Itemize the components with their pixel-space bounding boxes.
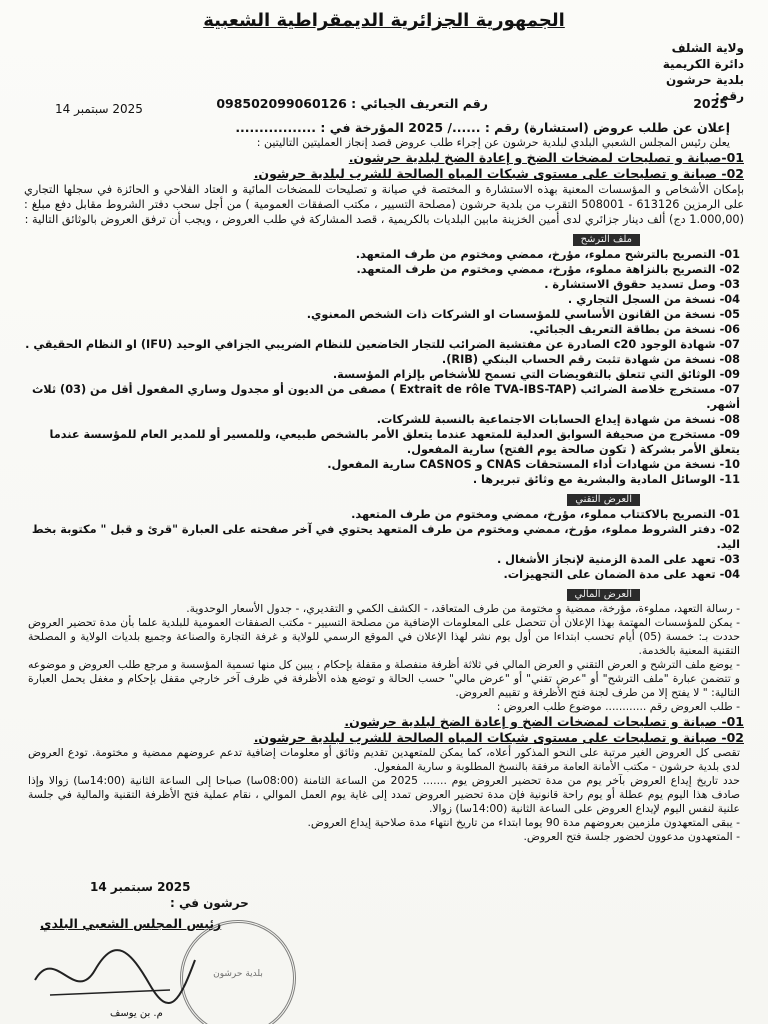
signature-place: حرشون في : xyxy=(170,896,249,910)
closing-block xyxy=(18,746,750,844)
operation-1: 01-صيانة و تصليحات لمضخات الضخ و إعادة الضخ لبلدية حرشون. xyxy=(348,150,744,165)
list-item: 04- تعهد على مدة الضمان على التجهيزات. xyxy=(503,568,740,581)
financial-item: - رسالة التعهد، مملوءة، مؤرخة، ممضية و مختومة من طرف المتعاقد، - الكشف الكمي و التقديري، - جدول الأسعار الوحدوية. xyxy=(186,602,740,615)
announcement-title: إعلان عن طلب عروض (استشارة) رقم : ....../ 2025 المؤرخة في : ................. xyxy=(235,120,730,135)
list-item: 07- مستخرج خلاصة الضرائب (Extrait de rôle TVA-IBS-TAP ) مصفى من الديون أو مجدول وساري المفعول أقل من (03) ثلاث أشهر. xyxy=(31,383,740,411)
list-item: 08- نسخة من شهادة تثبت رقم الحساب البنكي (RIB). xyxy=(441,353,740,366)
list-item: 07- شهادة الوجود c20 الصادرة عن مفتشية الضرائب للتجار الخاضعين للنظام الضريبي الجزافي الوحيد (IFU) او النظام الحقيقي . xyxy=(25,338,740,351)
tax-id-label: رقم التعريف الجبائي : xyxy=(351,96,488,111)
note: - يوضع ملف الترشح و العرض التقني و العرض المالي في ثلاثة أظرفة منفصلة و مقفلة بإحكام ، يبين كل منها تسمية المؤسسة و مرجع طلب العروض و موضوعه و تتضمن عبارة "ملف الترشح" أو "عرض تقني" أو "عرض مالي" حسب الحالة و توضع هذه الأظرفة في ظرف آخر خارجي مقفل بإحكام و مغفل يحمل العبارة التالية: " لا يفتح إلا من طرف لجنة فتح الأظرفة و تقييم العروض. xyxy=(28,658,740,699)
handwritten-signature xyxy=(30,940,200,1010)
closing-note: حدد تاريخ إيداع العروض بآخر يوم من مدة تحضير العروض يوم ....... 2025 من الساعة الثامنة (08:00سا) صباحا إلى الساعة الثانية (14:00سا) زوالا وإذا صادف هذا اليوم يوم عطلة أو يوم راحة قانونية فإن مدة تحضير العروض تمدد إلى غاية يوم العمل الموالي ، نقام عملية فتح الأظرفة التقنية والمالية في جلسة علنية لنفس اليوم لإيداع العروض على الساعة الثانية (14:00سا) زوالا. xyxy=(28,774,740,815)
administration-block xyxy=(663,40,744,104)
republic-title: الجمهورية الجزائرية الديمقراطية الشعبية xyxy=(203,10,565,31)
list-item: 09- مستخرج من صحيفة السوابق العدلية للمتعهد عندما يتعلق الأمر بالشخص طبيعي، وللمسير أو للمدير العام للمؤسسة عندما يتعلق الأمر بشركة ( تكون صالحة يوم الفتح) سارية المفعول. xyxy=(49,428,740,456)
closing-note: - المتعهدون مدعوون لحضور جلسة فتح العروض. xyxy=(523,830,740,843)
section-application: ملف الترشح xyxy=(573,234,640,246)
application-list xyxy=(18,247,750,487)
list-item: 10- نسخة من شهادات أداء المستحقات CNAS و CASNOS سارية المفعول. xyxy=(327,458,740,471)
list-item: 02- دفتر الشروط مملوء، مؤرخ، ممضي ومختوم من طرف المتعهد يحتوي في آخر صفحته على العبارة "قرئ و قبل " مكتوبة بخط اليد. xyxy=(31,523,740,551)
technical-list xyxy=(18,507,750,582)
list-item: 06- نسخة من بطاقة التعريف الجبائي. xyxy=(529,323,740,336)
signatory-name: م. بن يوسف xyxy=(110,1008,163,1019)
reference-row xyxy=(0,96,768,116)
list-item: 03- تعهد على المدة الزمنية لإنجاز الأشغال . xyxy=(496,553,740,566)
list-item: 02- التصريح بالنزاهة مملوء، مؤرخ، ممضي ومختوم من طرف المتعهد. xyxy=(356,263,740,276)
list-item: 05- نسخة من القانون الأساسي للمؤسسات او الشركات ذات الشخص المعنوي. xyxy=(306,308,740,321)
list-item: 01- التصريح بالترشح مملوء، مؤرخ، ممضي ومختوم من طرف المتعهد. xyxy=(355,248,740,261)
reference-number: 2025 xyxy=(693,96,728,111)
eligibility-paragraph: بإمكان الأشخاص و المؤسسات المعنية بهذه الاستشارة و المختصة في صيانة و تصليحات للمضخات المائية و العتاد الفلاحي و الحائزة في سجلها التجاري على الرمزين 613126 - 508001 التقرب من بلدية حرشون (مصلحة التسيير ، مكتب الصفقات العمومية ) من أجل سحب دفتر الشروط مقابل دفع مبلغ : (1.000,00 دج) ألف دينار جزائري لدى أمين الخزينة مابين البلديات بالكريمية ، قصد المشاركة في طلب العروض ، ويجب أن ترفق العروض بالوثائق التالية : xyxy=(24,183,745,226)
signatory-title: رئيس المجلس الشعبي البلدي xyxy=(40,916,222,931)
list-item: 11- الوسائل المادية والبشرية مع وثائق تبريرها . xyxy=(472,473,740,486)
list-item: 01- التصريح بالاكتتاب مملوء، مؤرخ، ممضي ومختوم من طرف المتعهد. xyxy=(351,508,740,521)
wilaya-line: ولاية الشلف xyxy=(671,41,744,55)
note: - يمكن للمؤسسات المهتمة بهذا الإعلان أن تتحصل على المعلومات الإضافية من مصلحة التسيير - مكتب الصفقات العمومية للبلدية علما بأن مدة تحضير العروض حددت بـ: خمسة (05) أيام تحسب ابتداءا من أول يوم نشر لهذا الإعلان في الموقع الرسمي للولاية و غرفة التجارة والصناعة وجميع بلديات الولاية و المصلحة التقنية المعنية بالخدمة. xyxy=(28,616,740,657)
section-technical: العرض التقني xyxy=(567,494,640,506)
closing-note: تقصى كل العروض الغير مرتبة على النحو المذكور أعلاه، كما يمكن للمتعهدين تقديم وثائق أو معلومات إضافية تدعم عروضهم ممضية و مختومة. تودع العروض لدى بلدية حرشون - مكتب الأمانة العامة مرفقة بالنسخ المطلوبة و سارية المفعول. xyxy=(28,746,740,773)
date-stamp: 2025 سبتمبر 14 xyxy=(55,102,143,116)
notes-block xyxy=(18,602,750,714)
operation-2-repeat: 02- صيانة و تصليحات على مستوى شبكات المياه الصالحة للشرب لبلدية حرشون. xyxy=(253,730,744,745)
operation-2: 02- صيانة و تصليحات على مستوى شبكات المياه الصالحة للشرب لبلدية حرشون. xyxy=(253,166,744,181)
section-financial: العرض المالي xyxy=(567,589,640,601)
list-item: 03- وصل تسديد حقوق الاستشارة . xyxy=(544,278,740,291)
stamp-text: بلدية حرشون xyxy=(213,969,263,979)
list-item: 04- نسخة من السجل التجاري . xyxy=(567,293,740,306)
operation-1-repeat: 01- صيانة و تصليحات لمضخات الضخ و إعادة الضخ لبلدية حرشون. xyxy=(344,714,744,729)
list-item: 08- نسخة من شهادة إيداع الحسابات الاجتماعية بالنسبة للشركات. xyxy=(376,413,740,426)
announcement-intro: يعلن رئيس المجلس الشعبي البلدي لبلدية حرشون عن إجراء طلب عروض قصد إنجاز العمليتين التاليتين : xyxy=(256,136,730,149)
note: - طلب العروض رقم ............ موضوع طلب العروض : xyxy=(496,700,740,713)
signature-area xyxy=(20,880,300,1020)
signature-date: 2025 سبتمبر 14 xyxy=(90,880,191,894)
daira-line: دائرة الكريمية xyxy=(662,57,744,71)
tax-id-value: 098502099060126 xyxy=(216,96,347,111)
commune-line: بلدية حرشون xyxy=(666,73,744,87)
number-line: رقم: xyxy=(715,89,744,103)
list-item: 09- الوثائق التي تتعلق بالتفويضات التي تسمح للأشخاص بإلزام المؤسسة. xyxy=(332,368,740,381)
closing-note: - يبقى المتعهدون ملزمين بعروضهم مدة 90 يوما ابتداء من تاريخ انتهاء مدة صلاحية إيداع العروض. xyxy=(307,816,740,829)
tax-id xyxy=(216,96,488,111)
main-content xyxy=(18,120,750,844)
